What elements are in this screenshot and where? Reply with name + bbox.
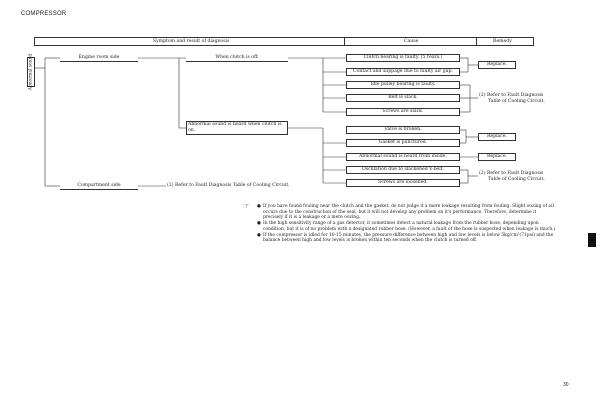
symptom-header: Symptom and result of diagnosis xyxy=(153,39,230,44)
engine-room-side-node: Engine room side xyxy=(60,54,138,62)
clutch-on-node: Abnormal sound is heard when clutch is on. xyxy=(186,121,288,135)
cause-box: Screws are slack. xyxy=(346,108,460,116)
cause-box: Gasket is punctured. xyxy=(346,139,460,147)
note-item: ● If the compressor is idled for 10-15 minutes, the pressure difference between high and low levels is below 5kg/cm²(71psi) and the balance between high and low levels is broken within ten seconds when the clutch is turned off. xyxy=(257,232,554,244)
remedy-refer-text: Table of Cooling Circuit. xyxy=(488,177,545,182)
note-text: If the compressor is idled for 10-15 minutes, the pressure difference between high and low levels is below 5kg/cm²(71psi) and the balance between high and low levels is broken within ten seconds when the clutch is turned off. xyxy=(263,232,554,244)
compartment-side-node: Compartment side xyxy=(60,182,138,190)
remedy-replace-box: Replace. xyxy=(478,133,516,141)
remedy-refer-text: (2) Refer to Fault Diagnosis xyxy=(479,93,544,98)
remedy-refer-text: (2) Refer to Fault Diagnosis xyxy=(479,171,544,176)
cause-box: Contact and slippage due to faulty air gap. xyxy=(346,68,460,76)
pointing-hand-icon: ☞ xyxy=(243,202,250,210)
note-text: In the high sensitivity range of a gas detector, it sometimes detect a natural leakage from the rubber hose, depending upon condition, but it is of no problem with a designated rubber hose. (However, a fault of the hose is suspected when leakage is much.) xyxy=(263,221,556,232)
cause-box: Abnormal sound is heard from inside. xyxy=(346,153,460,161)
cause-box: Clutch bearing is faulty. (5 rears.) xyxy=(346,54,460,62)
cause-header: Cause xyxy=(404,39,419,44)
cause-box: Idle pulley bearing is faulty. xyxy=(346,81,460,89)
page-header: COMPRESSOR xyxy=(21,11,67,17)
note-item: ● In the high sensitivity range of a gas detector, it sometimes detect a natural leakage from the rubber hose, depending upon condition, but it is of no problem with a designated rubber hose. (However, a fault of the hose is suspected when leakage is much.) xyxy=(257,221,556,232)
abnormal-sound-text: Abnormal sound xyxy=(28,53,33,91)
remedy-refer-text: Table of Cooling Circuit. xyxy=(488,99,545,104)
remedy-replace-box: Replace. xyxy=(478,61,516,69)
when-clutch-off-node: When clutch is off. xyxy=(186,54,288,62)
remedy-replace-box: Replace. xyxy=(478,153,516,161)
cause-box: Belt is slack. xyxy=(346,94,460,102)
remedy-header: Remedy xyxy=(493,39,512,44)
edge-tab-marker xyxy=(588,233,596,247)
cause-box: Valve is broken. xyxy=(346,126,460,134)
note-text: If you have found fouling near the clutch and the gasket, do not judge it a mere leakage resulting from fouling. Slight oozing of oil occurs due to the construction of the seal, but it will not develop any problem on it's performance. Therefore, determine it precisely if it is a leakage or a mere oozing. xyxy=(263,204,554,221)
note-item: ● If you have found fouling near the clutch and the gasket, do not judge it a mere leakage resulting from fouling. Slight oozing of oil occurs due to the construction of the seal, but it will not develop any problem on it's performance. Therefore, determine it precisely if it is a leakage or a mere oozing. xyxy=(257,204,554,221)
notes-list xyxy=(257,204,557,244)
abnormal-sound-label xyxy=(27,53,35,91)
cause-box: Oscillation due to slackened V-belt. xyxy=(346,166,460,174)
compartment-refer-text: (2) Refer to Fault Diagnosis Table of Cooling Circuit. xyxy=(167,183,290,188)
cause-box: Screws are loosened. xyxy=(346,179,460,187)
page-number: 30 xyxy=(563,382,569,388)
